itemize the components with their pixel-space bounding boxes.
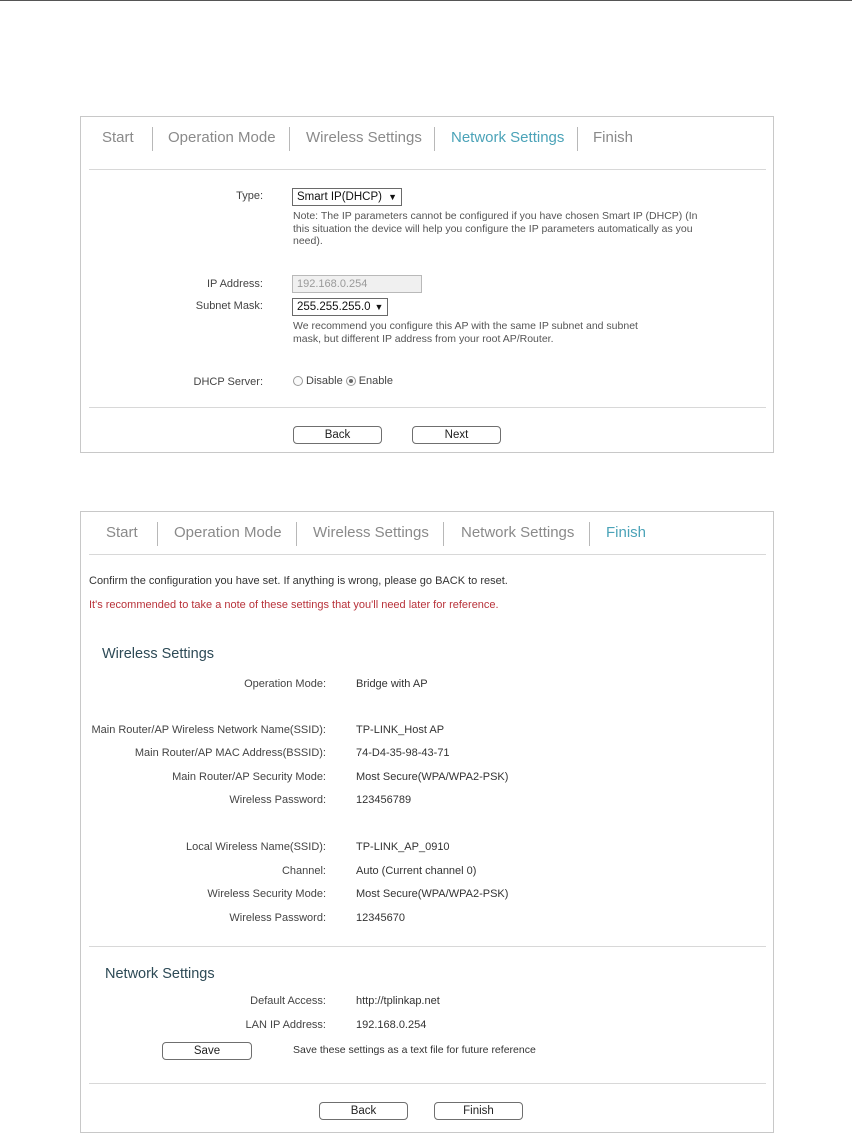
step-wireless-settings[interactable]: Wireless Settings [306, 129, 422, 146]
summary-value-host-ssid: TP-LINK_Host AP [356, 724, 445, 736]
step-wireless-settings[interactable]: Wireless Settings [313, 524, 429, 541]
step-network-settings[interactable]: Network Settings [461, 524, 575, 541]
back-button[interactable]: Back [319, 1102, 408, 1120]
subnet-mask-label: Subnet Mask: [195, 300, 263, 312]
step-separator [577, 127, 578, 151]
network-settings-title: Network Settings [105, 966, 215, 982]
summary-label-local-password: Wireless Password: [229, 912, 326, 924]
warning-text: It's recommended to take a note of these settings that you'll need later for reference. [89, 599, 499, 611]
save-note: Save these settings as a text file for future reference [293, 1044, 536, 1056]
type-label: Type: [236, 190, 263, 202]
dhcp-enable-label[interactable]: Enable [358, 375, 393, 387]
step-start[interactable]: Start [106, 524, 138, 541]
ip-address-label: IP Address: [206, 278, 263, 290]
step-operation-mode[interactable]: Operation Mode [174, 524, 282, 541]
summary-value-lan-ip: 192.168.0.254 [356, 1019, 427, 1031]
subnet-mask-select[interactable] [292, 298, 388, 316]
summary-value-operation-mode: Bridge with AP [356, 678, 428, 690]
step-finish[interactable]: Finish [606, 524, 647, 541]
dhcp-server-options [293, 375, 393, 387]
dhcp-server-label: DHCP Server: [193, 376, 263, 388]
step-separator [589, 522, 590, 546]
steps-divider [89, 169, 766, 170]
step-separator [289, 127, 290, 151]
type-select[interactable] [292, 188, 402, 206]
confirm-text: Confirm the configuration you have set. If anything is wrong, please go BACK to reset. [89, 575, 508, 587]
step-operation-mode[interactable]: Operation Mode [168, 129, 276, 146]
summary-value-local-security: Most Secure(WPA/WPA2-PSK) [356, 888, 509, 900]
step-start[interactable]: Start [102, 129, 134, 146]
step-separator [443, 522, 444, 546]
summary-label-host-security: Main Router/AP Security Mode: [172, 771, 326, 783]
summary-value-local-ssid: TP-LINK_AP_0910 [356, 841, 450, 853]
summary-label-operation-mode: Operation Mode: [244, 678, 326, 690]
type-note: Note: The IP parameters cannot be configured if you have chosen Smart IP (DHCP) (In this situation the device will help you configure the IP parameters automatically as you need). [293, 210, 698, 247]
summary-label-local-ssid: Local Wireless Name(SSID): [186, 841, 326, 853]
next-button[interactable]: Next [412, 426, 501, 444]
summary-value-host-password: 123456789 [356, 794, 412, 806]
chevron-down-icon: ▼ [374, 302, 384, 312]
bottom-divider [89, 407, 766, 408]
network-settings-panel [80, 116, 774, 453]
wireless-settings-title: Wireless Settings [102, 646, 215, 662]
summary-label-lan-ip: LAN IP Address: [245, 1019, 326, 1031]
step-separator [296, 522, 297, 546]
finish-panel [80, 511, 774, 1133]
summary-value-local-password: 12345670 [356, 912, 405, 924]
type-select-value: Smart IP(DHCP) [297, 191, 382, 203]
summary-label-channel: Channel: [281, 865, 326, 877]
dhcp-disable-radio[interactable] [293, 376, 303, 386]
summary-label-local-security: Wireless Security Mode: [207, 888, 326, 900]
section-divider [89, 946, 766, 947]
summary-label-default-access: Default Access: [250, 995, 326, 1007]
steps-divider [89, 554, 766, 555]
finish-button[interactable]: Finish [434, 1102, 523, 1120]
dhcp-enable-radio[interactable] [346, 376, 356, 386]
summary-value-host-security: Most Secure(WPA/WPA2-PSK) [356, 771, 509, 783]
save-button[interactable]: Save [162, 1042, 252, 1060]
step-separator [434, 127, 435, 151]
step-separator [152, 127, 153, 151]
step-network-settings[interactable]: Network Settings [451, 129, 565, 146]
dhcp-disable-label[interactable]: Disable [306, 375, 343, 387]
wizard-steps [81, 117, 773, 169]
summary-label-host-ssid: Main Router/AP Wireless Network Name(SSID): [91, 724, 326, 736]
wizard-steps [81, 512, 773, 564]
summary-value-channel: Auto (Current channel 0) [356, 865, 477, 877]
ip-address-input [292, 275, 422, 293]
summary-value-host-bssid: 74-D4-35-98-43-71 [356, 747, 450, 759]
summary-label-host-bssid: Main Router/AP MAC Address(BSSID): [134, 747, 326, 759]
subnet-note: We recommend you configure this AP with the same IP subnet and subnet mask, but different IP address from your root AP/Router. [293, 320, 638, 345]
top-divider [0, 0, 852, 1]
subnet-mask-value: 255.255.255.0 [297, 301, 371, 313]
summary-value-default-access: http://tplinkap.net [356, 995, 440, 1007]
step-separator [157, 522, 158, 546]
summary-label-host-password: Wireless Password: [229, 794, 326, 806]
step-finish[interactable]: Finish [593, 129, 634, 146]
back-button[interactable]: Back [293, 426, 382, 444]
chevron-down-icon: ▼ [388, 192, 397, 202]
bottom-divider [89, 1083, 766, 1084]
